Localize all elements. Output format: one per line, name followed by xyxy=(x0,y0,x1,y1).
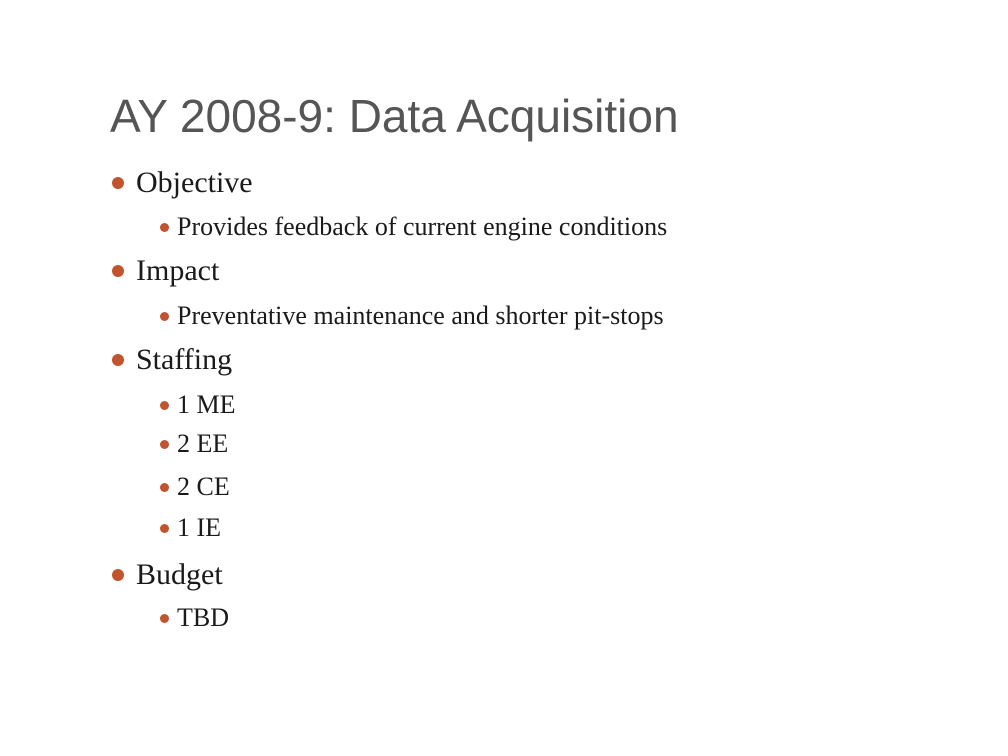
sub-bullet-label: 2 EE xyxy=(177,429,229,458)
sub-bullet-label: 2 CE xyxy=(177,472,230,501)
bullet-label: Impact xyxy=(136,254,220,287)
sub-bullet-label: Preventative maintenance and shorter pit-stops xyxy=(177,301,664,330)
sub-bullet-label: TBD xyxy=(177,603,229,632)
bullet-staffing xyxy=(112,342,232,378)
bullet-dot-icon xyxy=(112,177,124,189)
sub-bullet-label: 1 IE xyxy=(177,513,222,542)
bullet-dot-icon xyxy=(160,614,169,623)
bullet-dot-icon xyxy=(160,524,169,533)
sub-bullet-label: Provides feedback of current engine conditions xyxy=(177,212,668,241)
bullet-dot-icon xyxy=(160,401,169,410)
bullet-label: Staffing xyxy=(136,343,233,376)
bullet-dot-icon xyxy=(112,354,124,366)
slide-title: AY 2008-9: Data Acquisition xyxy=(110,90,679,142)
bullet-dot-icon xyxy=(160,312,169,321)
bullet-dot-icon xyxy=(112,569,124,581)
bullet-budget xyxy=(112,557,223,593)
bullet-objective xyxy=(112,165,253,201)
bullet-label: Objective xyxy=(136,166,253,199)
bullet-dot-icon xyxy=(160,223,169,232)
sub-bullet-maintenance xyxy=(160,300,664,332)
sub-bullet-tbd xyxy=(160,602,229,634)
sub-bullet-label: 1 ME xyxy=(177,390,236,419)
sub-bullet-ee xyxy=(160,428,228,460)
sub-bullet-ce xyxy=(160,471,230,503)
bullet-dot-icon xyxy=(160,483,169,492)
sub-bullet-feedback xyxy=(160,211,667,243)
bullet-dot-icon xyxy=(112,265,124,277)
bullet-label: Budget xyxy=(136,558,223,591)
sub-bullet-me xyxy=(160,389,236,421)
bullet-dot-icon xyxy=(160,440,169,449)
bullet-impact xyxy=(112,253,219,289)
sub-bullet-ie xyxy=(160,512,221,544)
